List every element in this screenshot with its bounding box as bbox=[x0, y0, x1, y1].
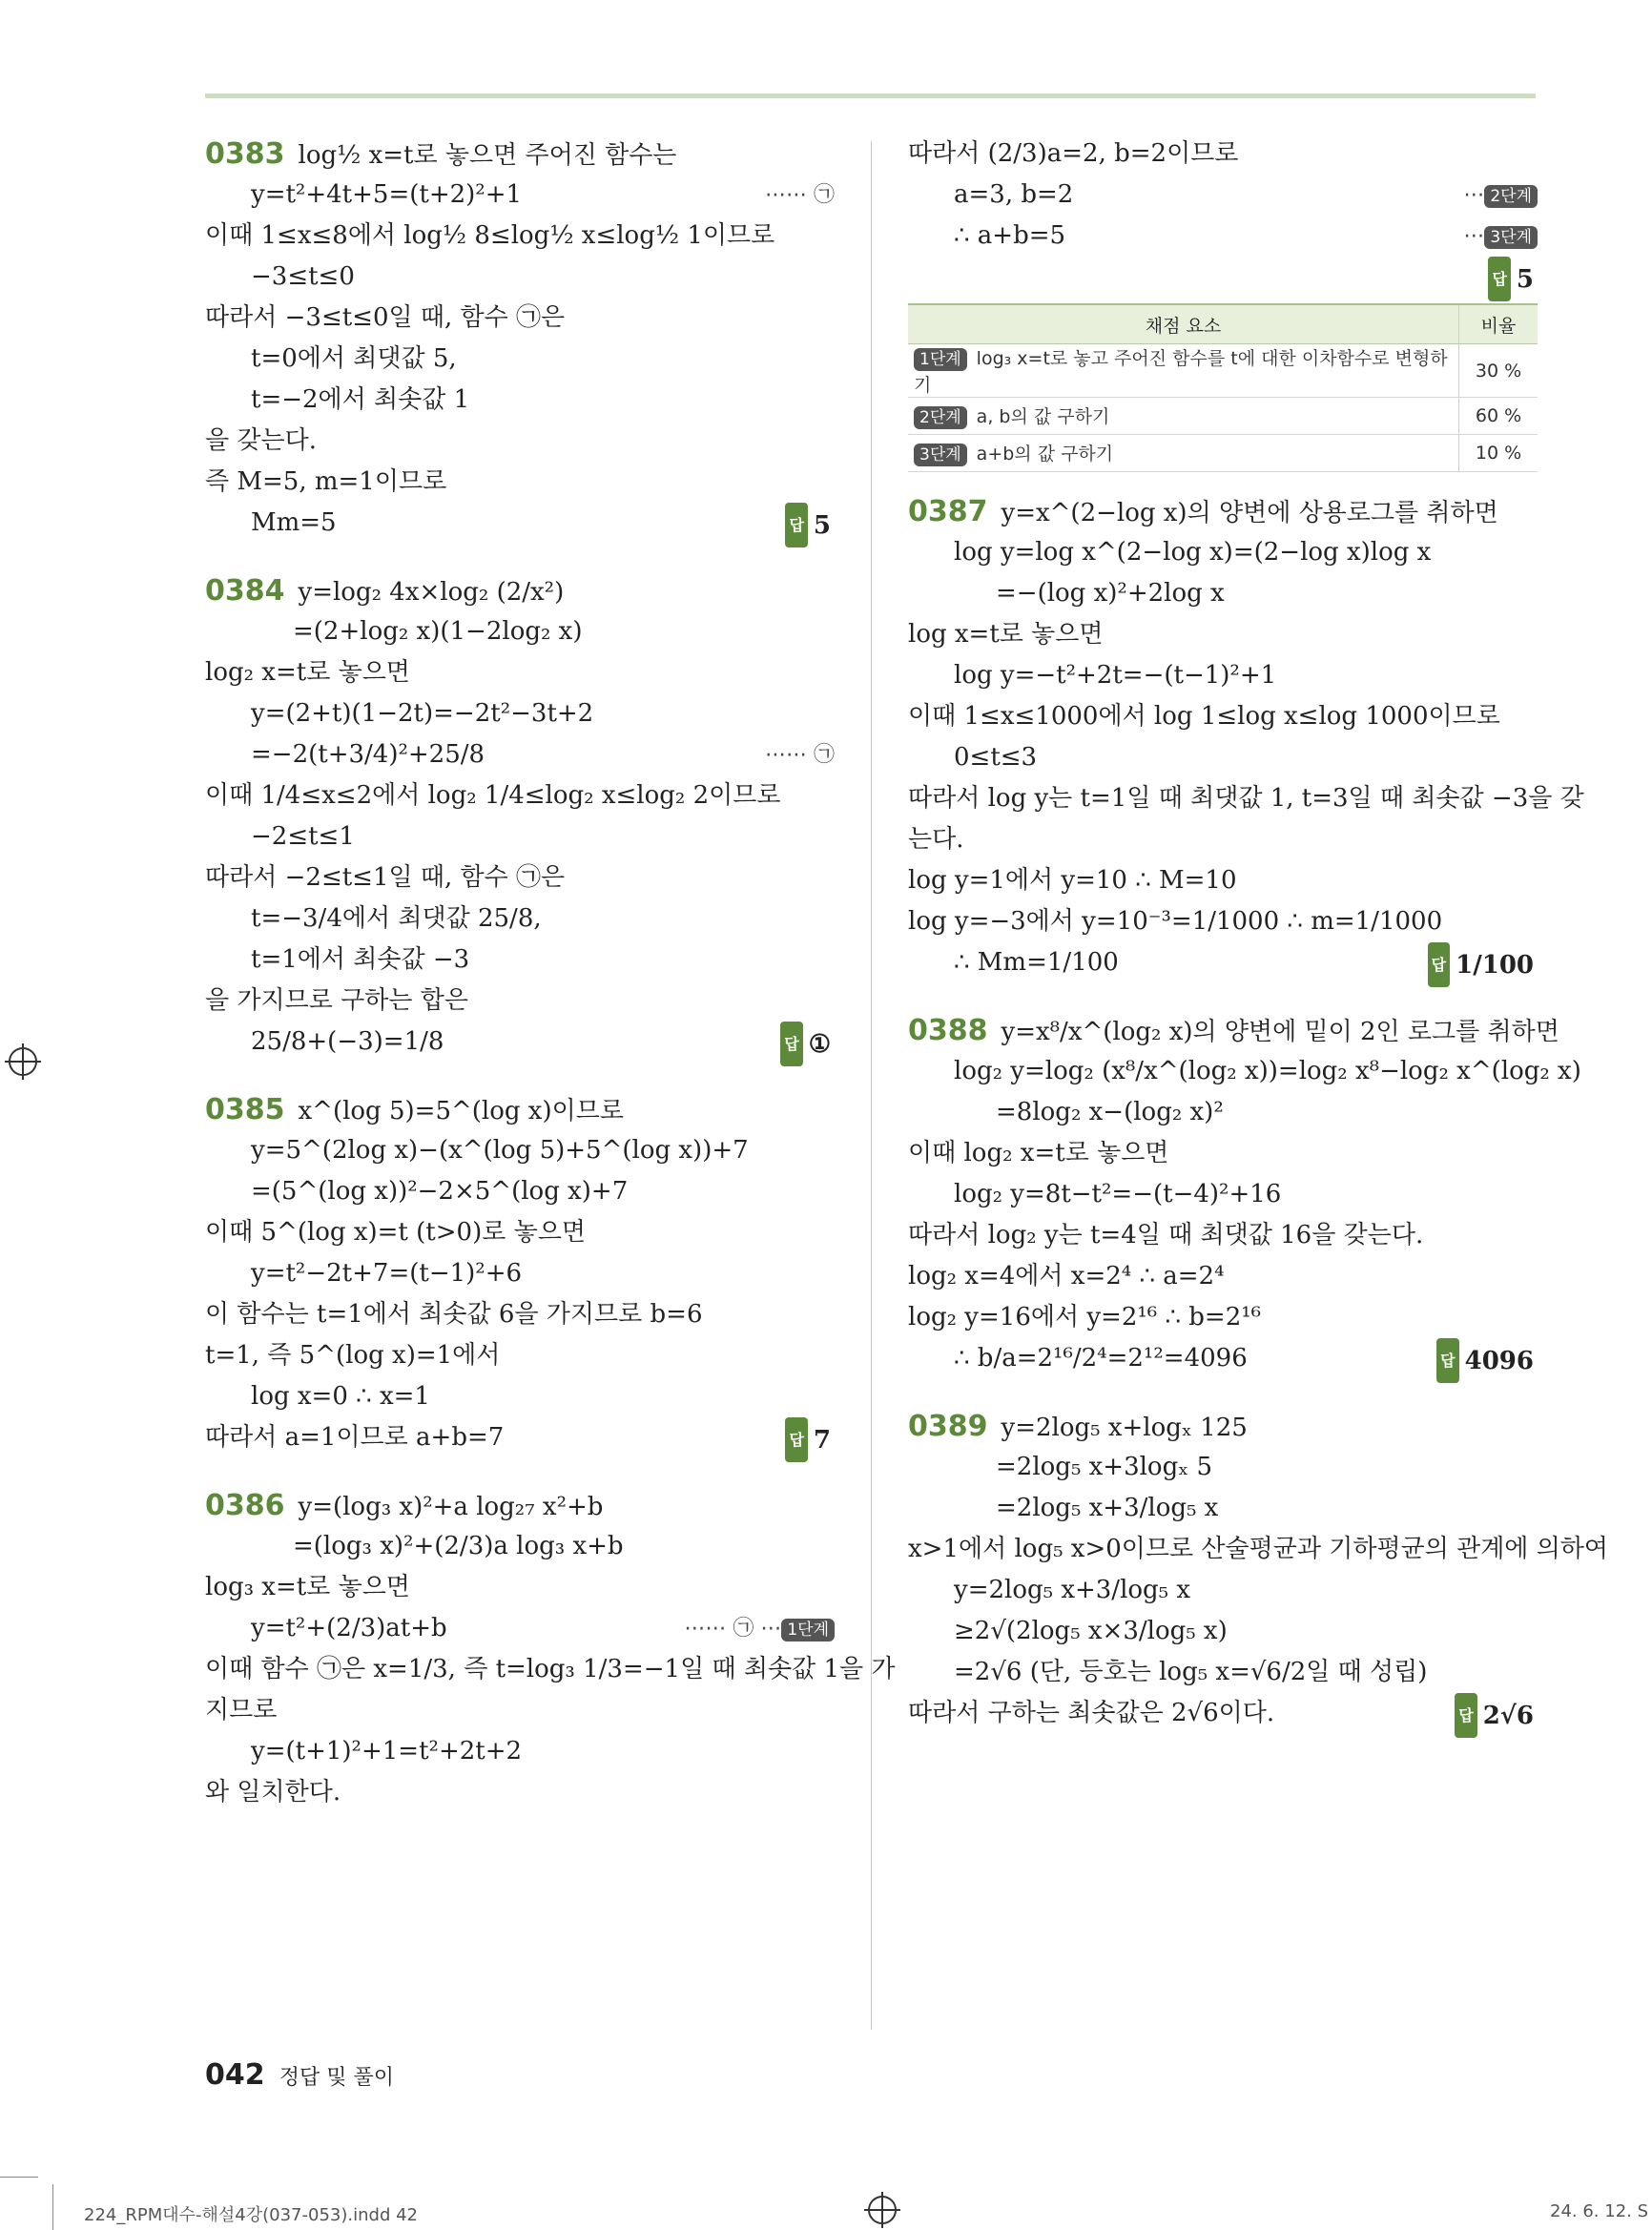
registration-mark-icon bbox=[9, 1047, 37, 1076]
line-text: =2log₅ x+3/log₅ x bbox=[996, 1494, 1219, 1522]
solution-line bbox=[908, 737, 1538, 778]
question-heading bbox=[205, 570, 835, 611]
solution-line bbox=[908, 655, 1538, 696]
answer-badge-icon: 답 bbox=[785, 1417, 807, 1462]
line-text: y=2log₅ x+3/log₅ x bbox=[954, 1576, 1191, 1604]
step-badge: 1단계 bbox=[914, 348, 967, 371]
solution-line bbox=[205, 693, 835, 734]
top-rule bbox=[205, 93, 1536, 98]
question-number: 0388 bbox=[908, 1014, 988, 1047]
line-text: ≥2√(2log₅ x×3/log₅ x) bbox=[954, 1617, 1228, 1645]
note-mark: ⋯⋯ ㉠ bbox=[765, 183, 835, 207]
solution-line bbox=[908, 216, 1538, 257]
line-text: y=x⁸/x^(log₂ x)의 양변에 밑이 2인 로그를 취하면 bbox=[1001, 1018, 1559, 1046]
line-text: =(2+log₂ x)(1−2log₂ x) bbox=[293, 617, 583, 646]
line-text: log y=−3에서 y=10⁻³=1/1000 ∴ m=1/1000 bbox=[908, 907, 1443, 936]
line-text: 따라서 log₂ y는 t=4일 때 최댓값 16을 갖는다. bbox=[908, 1221, 1424, 1249]
solution-line bbox=[205, 939, 835, 981]
line-text: y=(t+1)²+1=t²+2t+2 bbox=[251, 1737, 523, 1765]
note-mark: ⋯⋯ ㉠ bbox=[765, 743, 835, 767]
answer-value: 5 bbox=[1516, 265, 1534, 294]
line-text: t=−3/4에서 최댓값 25/8, bbox=[251, 904, 542, 933]
solution-line bbox=[908, 1174, 1538, 1215]
answer-badge-icon: 답 bbox=[1436, 1338, 1458, 1383]
line-text: log y=1에서 y=10 ∴ M=10 bbox=[908, 866, 1237, 895]
solution-line bbox=[205, 775, 835, 816]
question-heading bbox=[908, 1406, 1538, 1447]
solution-line bbox=[908, 1652, 1538, 1693]
question-heading bbox=[205, 134, 835, 175]
answer bbox=[1455, 1693, 1534, 1738]
line-text: y=2log₅ x+logₓ 125 bbox=[1001, 1414, 1248, 1442]
line-text: a=3, b=2 bbox=[954, 180, 1074, 209]
line-text: 따라서 −3≤t≤0일 때, 함수 ㉠은 bbox=[205, 303, 566, 332]
line-text: 0≤t≤3 bbox=[954, 743, 1038, 772]
line-text: log x=0 ∴ x=1 bbox=[251, 1382, 430, 1411]
slug-date: 24. 6. 12. S bbox=[1550, 2201, 1649, 2221]
line-text: log½ x=t로 놓으면 주어진 함수는 bbox=[298, 141, 677, 170]
registration-mark-icon bbox=[868, 2196, 897, 2224]
solution-line bbox=[205, 339, 835, 380]
solution-line bbox=[205, 298, 835, 339]
right-column bbox=[908, 134, 1609, 1734]
solution-line bbox=[205, 257, 835, 298]
line-text: =(5^(log x))²−2×5^(log x)+7 bbox=[251, 1177, 629, 1206]
solution-line bbox=[205, 175, 835, 216]
solution-line bbox=[908, 1693, 1538, 1734]
solution-line bbox=[205, 1171, 835, 1212]
answer-badge-icon: 답 bbox=[1428, 942, 1450, 987]
question-number: 0383 bbox=[205, 137, 285, 171]
line-text: 따라서 log y는 t=1일 때 최댓값 1, t=3일 때 최솟값 −3을 갖 bbox=[908, 784, 1584, 813]
step-badge: 2단계 bbox=[914, 406, 967, 429]
solution-line bbox=[908, 1215, 1538, 1256]
score-item bbox=[908, 344, 1459, 398]
line-text: log₂ x=4에서 x=2⁴ ∴ a=2⁴ bbox=[908, 1262, 1225, 1291]
line-text: log y=log x^(2−log x)=(2−log x)log x bbox=[954, 538, 1432, 567]
question-heading bbox=[908, 1010, 1559, 1051]
line-text: =2log₅ x+3logₓ 5 bbox=[996, 1453, 1213, 1481]
line-text: t=1에서 최솟값 −3 bbox=[251, 945, 470, 974]
solution-line bbox=[908, 614, 1538, 655]
answer bbox=[780, 1022, 831, 1066]
line-text: y=(log₃ x)²+a log₂₇ x²+b bbox=[298, 1493, 604, 1521]
solution-line bbox=[908, 257, 1538, 298]
solution-line bbox=[205, 652, 835, 693]
crop-mark bbox=[52, 2184, 53, 2230]
note-mark: ⋯ bbox=[1463, 183, 1485, 207]
line-text: ∴ a+b=5 bbox=[954, 221, 1066, 250]
line-text: 이때 1/4≤x≤2에서 log₂ 1/4≤log₂ x≤log₂ 2이므로 bbox=[205, 781, 781, 810]
spacer bbox=[205, 544, 835, 570]
solution-line bbox=[908, 532, 1538, 573]
page-footer bbox=[205, 2058, 394, 2092]
score-header-ratio: 비율 bbox=[1459, 304, 1538, 344]
line-text: y=t²+4t+5=(t+2)²+1 bbox=[251, 180, 523, 209]
answer-value: 5 bbox=[813, 511, 831, 540]
question-number: 0385 bbox=[205, 1093, 285, 1126]
margin-note bbox=[684, 1608, 835, 1649]
line-text: 25/8+(−3)=1/8 bbox=[251, 1027, 444, 1056]
spacer bbox=[205, 1458, 835, 1485]
right-solutions bbox=[908, 491, 1609, 1734]
solution-line bbox=[908, 901, 1538, 942]
line-text: y=t²+(2/3)at+b bbox=[251, 1614, 447, 1642]
line-text: 지므로 bbox=[205, 1696, 278, 1724]
solution-line bbox=[908, 1447, 1538, 1488]
solution-line bbox=[908, 573, 1538, 614]
score-header-item: 채점 요소 bbox=[908, 304, 1459, 344]
solution-line bbox=[205, 816, 835, 857]
question-heading bbox=[205, 1089, 835, 1130]
solution-line bbox=[908, 942, 1538, 983]
answer-badge-icon: 답 bbox=[780, 1022, 802, 1066]
line-text: =(log₃ x)²+(2/3)a log₃ x+b bbox=[293, 1532, 624, 1560]
line-text: 따라서 a=1이므로 a+b=7 bbox=[205, 1423, 505, 1452]
line-text: y=x^(2−log x)의 양변에 상용로그를 취하면 bbox=[1001, 499, 1498, 527]
answer-badge-icon: 답 bbox=[1455, 1693, 1476, 1738]
score-ratio: 10 % bbox=[1459, 435, 1538, 472]
line-text: −2≤t≤1 bbox=[251, 822, 355, 851]
solution-line bbox=[908, 1570, 1538, 1611]
question-number: 0386 bbox=[205, 1489, 285, 1522]
answer bbox=[1488, 257, 1534, 301]
solution-line bbox=[908, 860, 1538, 901]
left-column bbox=[205, 134, 896, 1813]
question-heading bbox=[908, 491, 1538, 532]
score-row bbox=[908, 344, 1538, 398]
solution-line bbox=[205, 1212, 835, 1253]
solution-line bbox=[205, 1376, 835, 1417]
slug-filename: 224_RPM대수-해설4강(037-053).indd 42 bbox=[84, 2205, 418, 2225]
line-text: =2√6 (단, 등호는 log₅ x=√6/2일 때 성립) bbox=[954, 1658, 1428, 1686]
spacer bbox=[908, 983, 1538, 1010]
answer-badge-icon: 답 bbox=[785, 503, 807, 547]
step-badge: 1단계 bbox=[781, 1619, 835, 1642]
margin-note bbox=[1463, 175, 1538, 216]
line-text: 따라서 −2≤t≤1일 때, 함수 ㉠은 bbox=[205, 863, 566, 892]
line-text: 이 함수는 t=1에서 최솟값 6을 가지므로 b=6 bbox=[205, 1300, 703, 1329]
solution-line bbox=[205, 1294, 835, 1335]
solution-line bbox=[908, 1051, 1581, 1092]
solution-line bbox=[908, 696, 1538, 737]
solution-line bbox=[205, 1608, 835, 1649]
line-text: 이때 함수 ㉠은 x=1/3, 즉 t=log₃ 1/3=−1일 때 최솟값 1을 가 bbox=[205, 1655, 896, 1683]
line-text: 을 갖는다. bbox=[205, 426, 317, 455]
line-text: =8log₂ x−(log₂ x)² bbox=[996, 1098, 1224, 1126]
q0386-continuation bbox=[908, 134, 1538, 298]
line-text: log₃ x=t로 놓으면 bbox=[205, 1573, 410, 1601]
solution-line bbox=[908, 778, 1584, 819]
answer bbox=[785, 503, 831, 547]
line-text: 이때 log₂ x=t로 놓으면 bbox=[908, 1139, 1169, 1167]
solution-line bbox=[205, 1690, 835, 1731]
answer-value: 2√6 bbox=[1482, 1702, 1534, 1730]
solution-line bbox=[205, 380, 835, 421]
line-text: y=(2+t)(1−2t)=−2t²−3t+2 bbox=[251, 699, 594, 728]
solution-line bbox=[205, 1567, 835, 1608]
line-text: 이때 1≤x≤1000에서 log 1≤log x≤log 1000이므로 bbox=[908, 702, 1500, 731]
answer bbox=[1436, 1338, 1534, 1383]
page-number: 042 bbox=[205, 2058, 265, 2092]
answer-value: 4096 bbox=[1464, 1347, 1534, 1375]
line-text: log₂ x=t로 놓으면 bbox=[205, 658, 410, 687]
line-text: log₂ y=log₂ (x⁸/x^(log₂ x))=log₂ x⁸−log₂ x^(log₂ x) bbox=[954, 1057, 1581, 1085]
solution-line bbox=[908, 1297, 1538, 1338]
solution-line bbox=[205, 1130, 835, 1171]
line-text: 와 일치한다. bbox=[205, 1778, 341, 1807]
score-item-text: a, b의 값 구하기 bbox=[976, 406, 1110, 427]
score-item bbox=[908, 398, 1459, 435]
solution-line bbox=[205, 1335, 835, 1376]
margin-note bbox=[1463, 216, 1538, 257]
line-text: 는다. bbox=[908, 825, 964, 854]
solution-line bbox=[908, 1611, 1538, 1652]
line-text: 이때 5^(log x)=t (t>0)로 놓으면 bbox=[205, 1218, 586, 1247]
solution-line bbox=[205, 981, 835, 1022]
solution-line bbox=[908, 134, 1538, 175]
step-badge: 3단계 bbox=[914, 444, 967, 466]
solution-line bbox=[908, 175, 1538, 216]
score-ratio: 60 % bbox=[1459, 398, 1538, 435]
spacer bbox=[908, 1379, 1538, 1406]
answer bbox=[1428, 942, 1534, 987]
solution-line bbox=[908, 1133, 1538, 1174]
answer-value: 1/100 bbox=[1456, 951, 1534, 980]
line-text: 따라서 (2/3)a=2, b=2이므로 bbox=[908, 139, 1239, 168]
line-text: ∴ b/a=2¹⁶/2⁴=2¹²=4096 bbox=[954, 1344, 1248, 1373]
solution-line bbox=[908, 1488, 1538, 1529]
solution-line bbox=[205, 216, 835, 257]
solution-line bbox=[205, 1772, 835, 1813]
solution-line bbox=[908, 1256, 1538, 1297]
solution-line bbox=[908, 1338, 1538, 1379]
spacer bbox=[205, 1063, 835, 1089]
step-badge: 2단계 bbox=[1484, 185, 1538, 208]
solution-line bbox=[205, 421, 835, 462]
line-text: 즉 M=5, m=1이므로 bbox=[205, 467, 447, 496]
line-text: 이때 1≤x≤8에서 log½ 8≤log½ x≤log½ 1이므로 bbox=[205, 221, 775, 250]
crop-mark bbox=[0, 2177, 38, 2178]
line-text: −3≤t≤0 bbox=[251, 262, 355, 291]
solution-line bbox=[205, 1417, 835, 1458]
solution-line bbox=[908, 1529, 1609, 1570]
question-number: 0384 bbox=[205, 574, 285, 608]
score-ratio: 30 % bbox=[1459, 344, 1538, 398]
solution-line bbox=[205, 734, 835, 775]
column-divider bbox=[871, 141, 872, 2030]
solution-line bbox=[205, 503, 835, 544]
line-text: log₂ y=8t−t²=−(t−4)²+16 bbox=[954, 1180, 1282, 1208]
score-item-text: a+b의 값 구하기 bbox=[976, 444, 1114, 465]
note-mark: ⋯ bbox=[1463, 224, 1485, 248]
solution-line bbox=[205, 898, 835, 939]
solution-line bbox=[908, 819, 1538, 860]
solution-line bbox=[205, 1649, 896, 1690]
solution-line bbox=[205, 1526, 835, 1567]
line-text: y=5^(2log x)−(x^(log 5)+5^(log x))+7 bbox=[251, 1136, 749, 1165]
score-row bbox=[908, 398, 1538, 435]
line-text: 을 가지므로 구하는 합은 bbox=[205, 986, 468, 1015]
solution-line bbox=[205, 462, 835, 503]
solution-line bbox=[205, 1253, 835, 1294]
line-text: t=0에서 최댓값 5, bbox=[251, 344, 457, 373]
question-heading bbox=[205, 1485, 835, 1526]
line-text: log₂ y=16에서 y=2¹⁶ ∴ b=2¹⁶ bbox=[908, 1303, 1262, 1332]
line-text: ∴ Mm=1/100 bbox=[954, 948, 1119, 977]
step-badge: 3단계 bbox=[1484, 226, 1538, 249]
line-text: log y=−t²+2t=−(t−1)²+1 bbox=[954, 661, 1277, 690]
line-text: t=−2에서 최솟값 1 bbox=[251, 385, 470, 414]
margin-note bbox=[765, 175, 835, 216]
line-text: =−2(t+3/4)²+25/8 bbox=[251, 740, 485, 769]
line-text: Mm=5 bbox=[251, 508, 337, 537]
solution-line bbox=[205, 1731, 835, 1772]
line-text: log x=t로 놓으면 bbox=[908, 620, 1104, 649]
line-text: y=t²−2t+7=(t−1)²+6 bbox=[251, 1259, 523, 1288]
solution-line bbox=[205, 611, 835, 652]
line-text: =−(log x)²+2log x bbox=[996, 579, 1225, 608]
solution-line bbox=[205, 1022, 835, 1063]
answer-value: 7 bbox=[813, 1426, 831, 1455]
answer bbox=[785, 1417, 831, 1462]
solution-line bbox=[205, 857, 835, 898]
question-number: 0387 bbox=[908, 495, 988, 528]
score-item bbox=[908, 435, 1459, 472]
score-row bbox=[908, 435, 1538, 472]
line-text: x>1에서 log₅ x>0이므로 산술평균과 기하평균의 관계에 의하여 bbox=[908, 1535, 1609, 1563]
score-table bbox=[908, 303, 1538, 472]
line-text: t=1, 즉 5^(log x)=1에서 bbox=[205, 1341, 501, 1370]
section-label: 정답 및 풀이 bbox=[279, 2066, 394, 2090]
answer-badge-icon: 답 bbox=[1488, 257, 1510, 301]
line-text: y=log₂ 4x×log₂ (2/x²) bbox=[298, 578, 565, 607]
margin-note bbox=[765, 734, 835, 775]
question-number: 0389 bbox=[908, 1410, 988, 1443]
score-item-text: log₃ x=t로 놓고 주어진 함수를 t에 대한 이차함수로 변형하기 bbox=[914, 348, 1448, 396]
note-mark: ⋯⋯ ㉠ ⋯ bbox=[684, 1617, 782, 1641]
solution-line bbox=[908, 1092, 1538, 1133]
answer-value: ① bbox=[808, 1030, 831, 1059]
line-text: 따라서 구하는 최솟값은 2√6이다. bbox=[908, 1699, 1275, 1727]
line-text: x^(log 5)=5^(log x)이므로 bbox=[298, 1097, 624, 1125]
